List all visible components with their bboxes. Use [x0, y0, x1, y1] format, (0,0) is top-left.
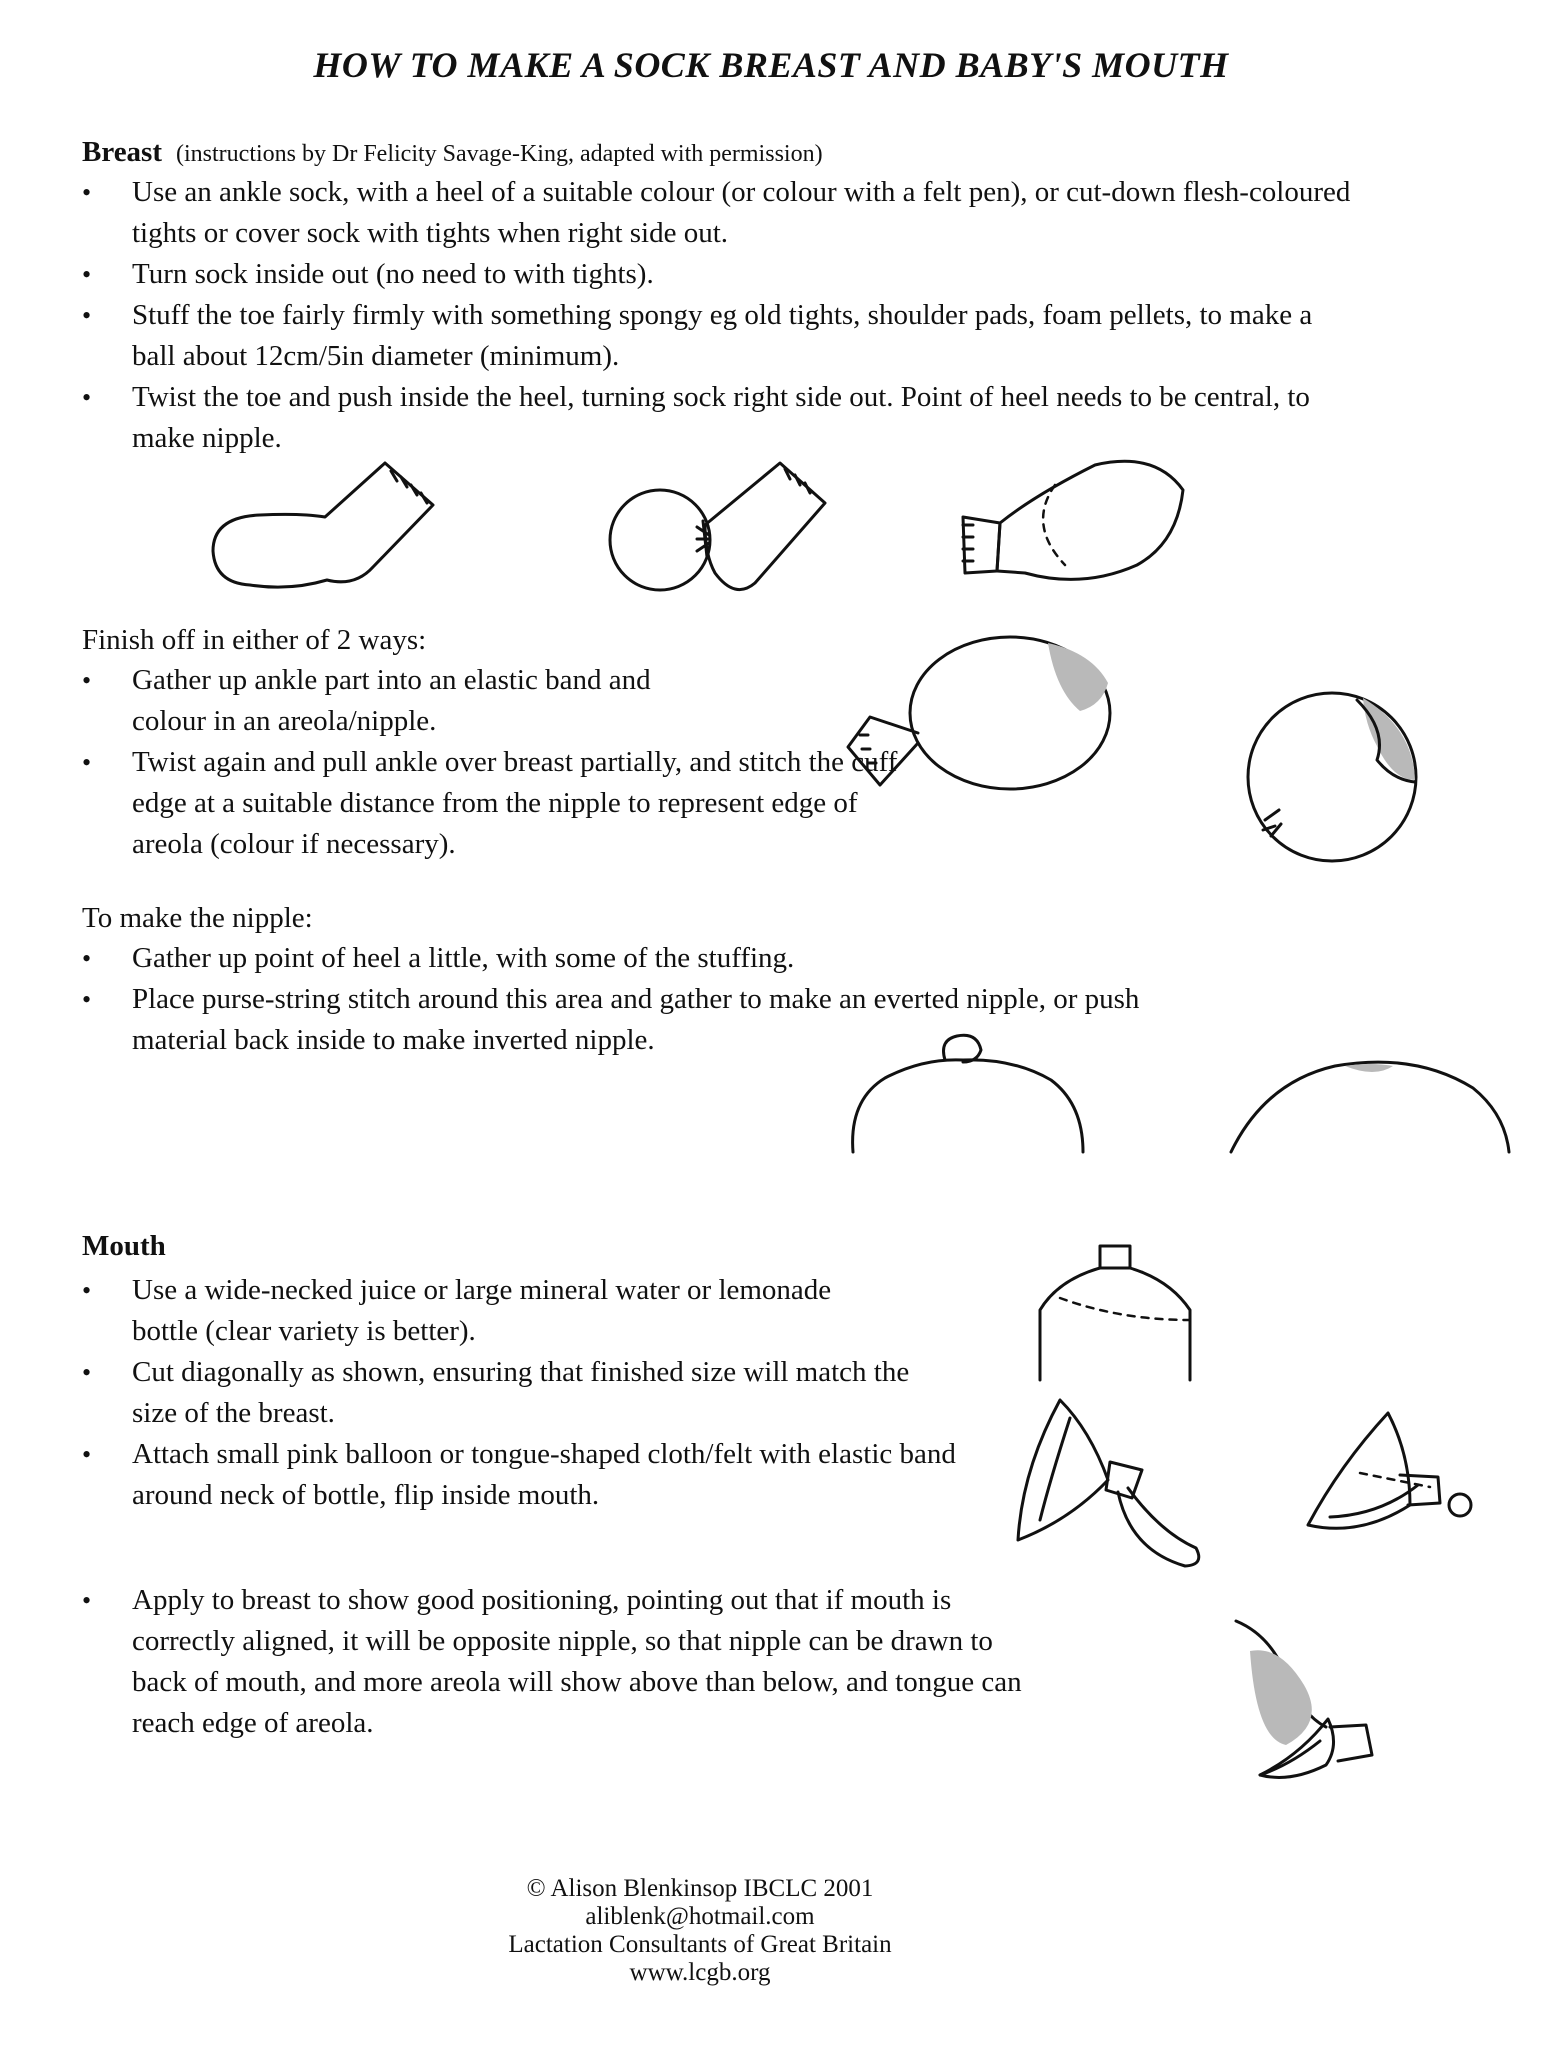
finish-intro: Finish off in either of 2 ways:: [82, 624, 427, 656]
footer-copyright: © Alison Blenkinsop IBCLC 2001: [526, 1875, 874, 1902]
mouth-step-4: • Apply to breast to show good positioning, pointing out that if mouth is correctly aligned, it will be opposite nipple, so that nipple can be drawn to back of mouth, and more areola will show above than below, and tongue can reach edge of areola.: [82, 1580, 1022, 1744]
nipple-step-2: • Place purse-string stitch around this area and gather to make an everted nipple, or push material back inside to make inverted nipple.: [82, 979, 1232, 1061]
footer-organisation: Lactation Consultants of Great Britain: [508, 1931, 892, 1958]
turned-sock-illustration: [955, 455, 1190, 590]
nipple-steps: [82, 938, 1282, 1061]
stitched-breast-illustration: [1245, 690, 1420, 865]
mouth-steps: [82, 1270, 962, 1516]
mouth-step-1: • Use a wide-necked juice or large mineral water or lemonade bottle (clear variety is better).: [82, 1270, 852, 1352]
everted-nipple-illustration: [845, 1030, 1090, 1160]
finish-steps: [82, 660, 912, 865]
mouth-on-breast-illustration: [1230, 1615, 1380, 1795]
breast-step-2: • Turn sock inside out (no need to with tights).: [82, 254, 1352, 295]
nipple-step-1: • Gather up point of heel a little, with some of the stuffing.: [82, 938, 1282, 979]
footer-website[interactable]: www.lcgb.org: [629, 1959, 771, 1986]
sock-illustration: [205, 455, 445, 595]
banded-breast-illustration: [830, 635, 1110, 795]
nipple-intro: To make the nipple:: [82, 902, 313, 934]
mouth-final-step: [82, 1580, 1022, 1744]
breast-step-4: • Twist the toe and push inside the heel, turning sock right side out. Point of heel needs to be central, to make nipple.: [82, 377, 1352, 459]
bottle-illustration: [1030, 1240, 1200, 1385]
page-title: HOW TO MAKE A SOCK BREAST AND BABY'S MOUTH: [313, 45, 1229, 85]
stuffed-sock-illustration: [605, 455, 835, 605]
finish-step-1: • Gather up ankle part into an elastic band and colour in an areola/nipple.: [82, 660, 692, 742]
footer: [0, 1875, 1400, 1987]
tongue-inside-mouth-illustration: [1300, 1405, 1475, 1560]
breast-step-1: • Use an ankle sock, with a heel of a suitable colour (or colour with a felt pen), or cut-down flesh-coloured tights or cover sock with tights when right side out.: [82, 172, 1352, 254]
inverted-nipple-illustration: [1225, 1048, 1515, 1158]
breast-heading: Breast: [82, 136, 163, 168]
mouth-step-2: • Cut diagonally as shown, ensuring that finished size will match the size of the breast.: [82, 1352, 912, 1434]
mouth-heading: Mouth: [82, 1230, 166, 1262]
breast-heading-line: [82, 136, 823, 169]
footer-email[interactable]: aliblenk@hotmail.com: [585, 1903, 815, 1930]
finish-step-2: • Twist again and pull ankle over breast partially, and stitch the cuff edge at a suitable distance from the nipple to represent edge of areola (colour if necessary).: [82, 742, 912, 865]
breast-step-3: • Stuff the toe fairly firmly with something spongy eg old tights, shoulder pads, foam pellets, to make a ball about 12cm/5in diameter (minimum).: [82, 295, 1352, 377]
breast-steps: [82, 172, 1352, 459]
mouth-step-3: • Attach small pink balloon or tongue-shaped cloth/felt with elastic band around neck of bottle, flip inside mouth.: [82, 1434, 962, 1516]
breast-credit: (instructions by Dr Felicity Savage-King, adapted with permission): [176, 141, 823, 167]
cut-bottle-mouth-illustration: [1010, 1390, 1210, 1585]
